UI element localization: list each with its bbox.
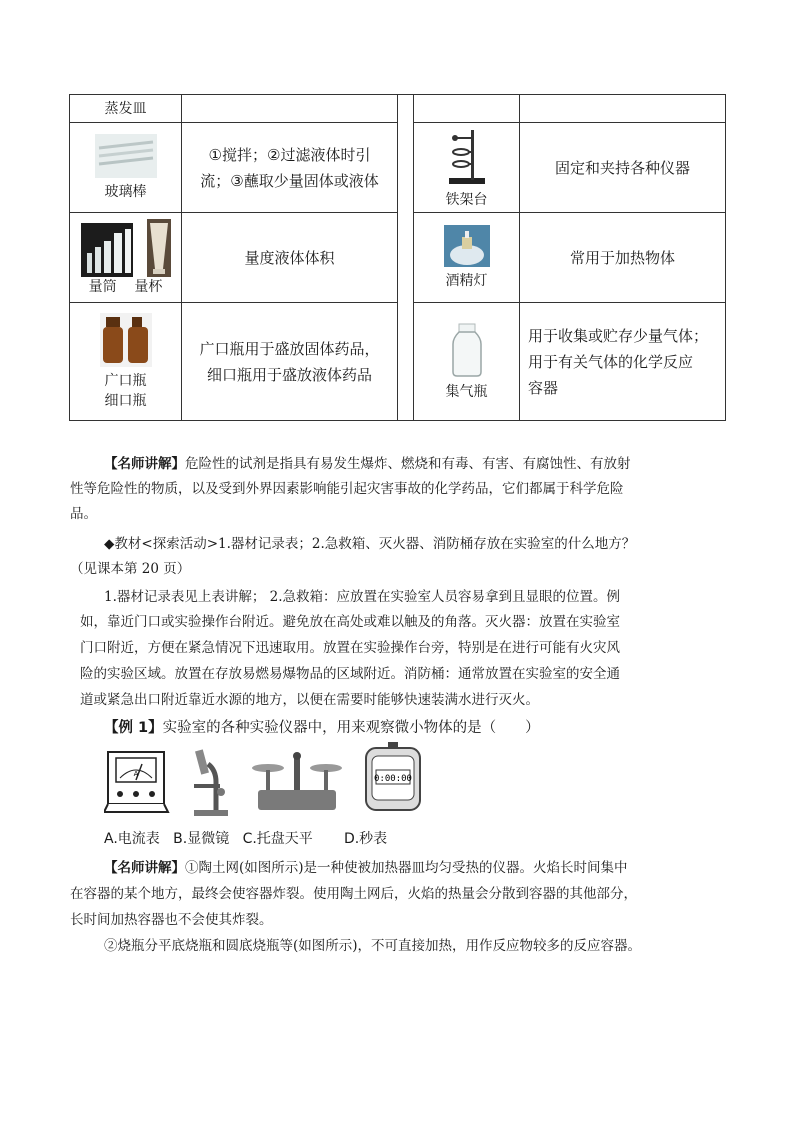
instrument-use-cell: [182, 123, 398, 213]
measuring-cylinder-image: [81, 223, 133, 277]
instrument-use-line: 细口瓶用于盛放液体药品: [206, 365, 372, 384]
microscope-image: [188, 746, 234, 818]
instrument-use-line: 容器: [528, 378, 559, 397]
instrument-use-cell: [182, 213, 398, 303]
paragraph-line: 在容器的某个地方，最终会使容器炸裂。使用陶土网后，火焰的热量会分散到容器的其他部分，: [70, 886, 637, 902]
instrument-use-line: 流；③蘸取少量固体或液体: [200, 171, 379, 190]
option-a[interactable]: A.电流表: [104, 831, 160, 847]
instrument-use-line: 广口瓶用于盛放固体药品，: [199, 339, 380, 358]
teacher-explanation-line: 【名师讲解】危险性的试剂是指具有易发生爆炸、燃烧和有毒、有害、有腐蚀性、有放射: [104, 456, 631, 472]
instrument-name: 广口瓶: [104, 372, 147, 389]
instrument-name: 蒸发皿: [104, 100, 147, 117]
instrument-name: 量筒: [88, 278, 117, 295]
instrument-use-line: 固定和夹持各种仪器: [554, 158, 690, 177]
page-reference: （见课本第 20 页）: [70, 561, 191, 577]
answer-line: 门口附近，方便在紧急情况下迅速取用。放置在实验操作台旁，特别是在进行可能有火灾风: [80, 640, 620, 656]
instrument-name: 集气瓶: [445, 383, 488, 400]
answer-line: 1.器材记录表见上表讲解； 2.急救箱：应放置在实验室人员容易拿到且显眼的位置。例: [104, 589, 621, 605]
option-b[interactable]: B.显微镜: [173, 831, 230, 847]
instrument-name-cell: [70, 95, 182, 123]
paragraph-line: 长时间加热容器也不会使其炸裂。: [70, 912, 273, 928]
instrument-name: 酒精灯: [445, 272, 488, 289]
instrument-use-cell: [520, 303, 726, 421]
instrument-name: 铁架台: [445, 191, 488, 208]
svg-text:A: A: [133, 770, 139, 778]
stopwatch-image: [362, 742, 424, 814]
instrument-use-cell: [520, 123, 726, 213]
instrument-use-cell: [520, 213, 726, 303]
instrument-cell-cylinder: [70, 213, 182, 303]
answer-line: 如，靠近门口或实验操作台附近。避免放在高处或难以触及的角落。灭火器：放置在实验室: [80, 614, 620, 630]
instrument-cell-gas-jar: [414, 303, 520, 421]
answer-line: 险的实验区域。放置在存放易燃易爆物品的区域附近。消防桶：通常放置在实验室的安全通: [80, 666, 620, 682]
example-tag: 【例 1】: [104, 720, 163, 736]
instrument-cell-alcohol-lamp: [414, 213, 520, 303]
instrument-use-line: 用于收集或贮存少量气体；: [528, 326, 709, 345]
teacher-explanation-tag: 【名师讲解】: [104, 860, 185, 876]
table-row: [70, 95, 726, 123]
answer-line: 道或紧急出口附近靠近水源的地方，以便在需要时能够快速装满水进行灭火。: [80, 692, 539, 708]
instrument-cell-iron-stand: [414, 123, 520, 213]
example-question: 【例 1】实验室的各种实验仪器中，用来观察微小物体的是（ ）: [104, 720, 540, 736]
reagent-bottles-image: [100, 313, 152, 367]
paragraph-line: 性等危险性的物质，以及受到外界因素影响能引起灾害事故的化学药品，它们都属于科学危险: [70, 481, 624, 497]
alcohol-lamp-image: [444, 225, 490, 267]
balance-image: [250, 746, 344, 818]
teacher-explanation-tag: 【名师讲解】: [104, 456, 185, 472]
iron-stand-image: [447, 126, 487, 186]
option-d[interactable]: D.秒表: [343, 831, 388, 847]
measuring-cup-image: [147, 219, 171, 277]
instrument-use-line: ①搅拌；②过滤液体时引: [208, 145, 371, 164]
instrument-use-line: 用于有关气体的化学反应: [528, 352, 694, 371]
glass-rod-image: [95, 134, 157, 178]
gas-jar-image: [449, 322, 485, 378]
instrument-name: 玻璃棒: [104, 183, 147, 200]
paragraph-line: ②烧瓶分平底烧瓶和圆底烧瓶等(如图所示)，不可直接加热，用作反应物较多的反应容器。: [104, 938, 642, 954]
teacher-explanation-line: 【名师讲解】①陶土网(如图所示)是一种使被加热器皿均匀受热的仪器。火焰长时间集中: [104, 860, 628, 876]
stopwatch-display: 0:00:00: [374, 774, 412, 784]
answer-options: [104, 828, 387, 848]
instrument-cell-bottles: [70, 303, 182, 421]
instrument-use-line: 常用于加热物体: [569, 248, 675, 267]
ammeter-image: [104, 746, 172, 818]
option-c[interactable]: C.托盘天平: [242, 831, 313, 847]
paragraph-line: 品。: [70, 506, 97, 522]
instrument-table: [69, 94, 726, 421]
instrument-cell-glass-rod: [70, 123, 182, 213]
instrument-use-line: 量度液体体积: [244, 248, 335, 267]
instrument-name: 量杯: [134, 278, 163, 295]
textbook-activity-line: ◆教材<探索活动>1.器材记录表；2.急救箱、灭火器、消防桶存放在实验室的什么地方？: [104, 536, 636, 552]
instrument-name: 细口瓶: [104, 392, 147, 409]
instrument-use-cell: [182, 303, 398, 421]
